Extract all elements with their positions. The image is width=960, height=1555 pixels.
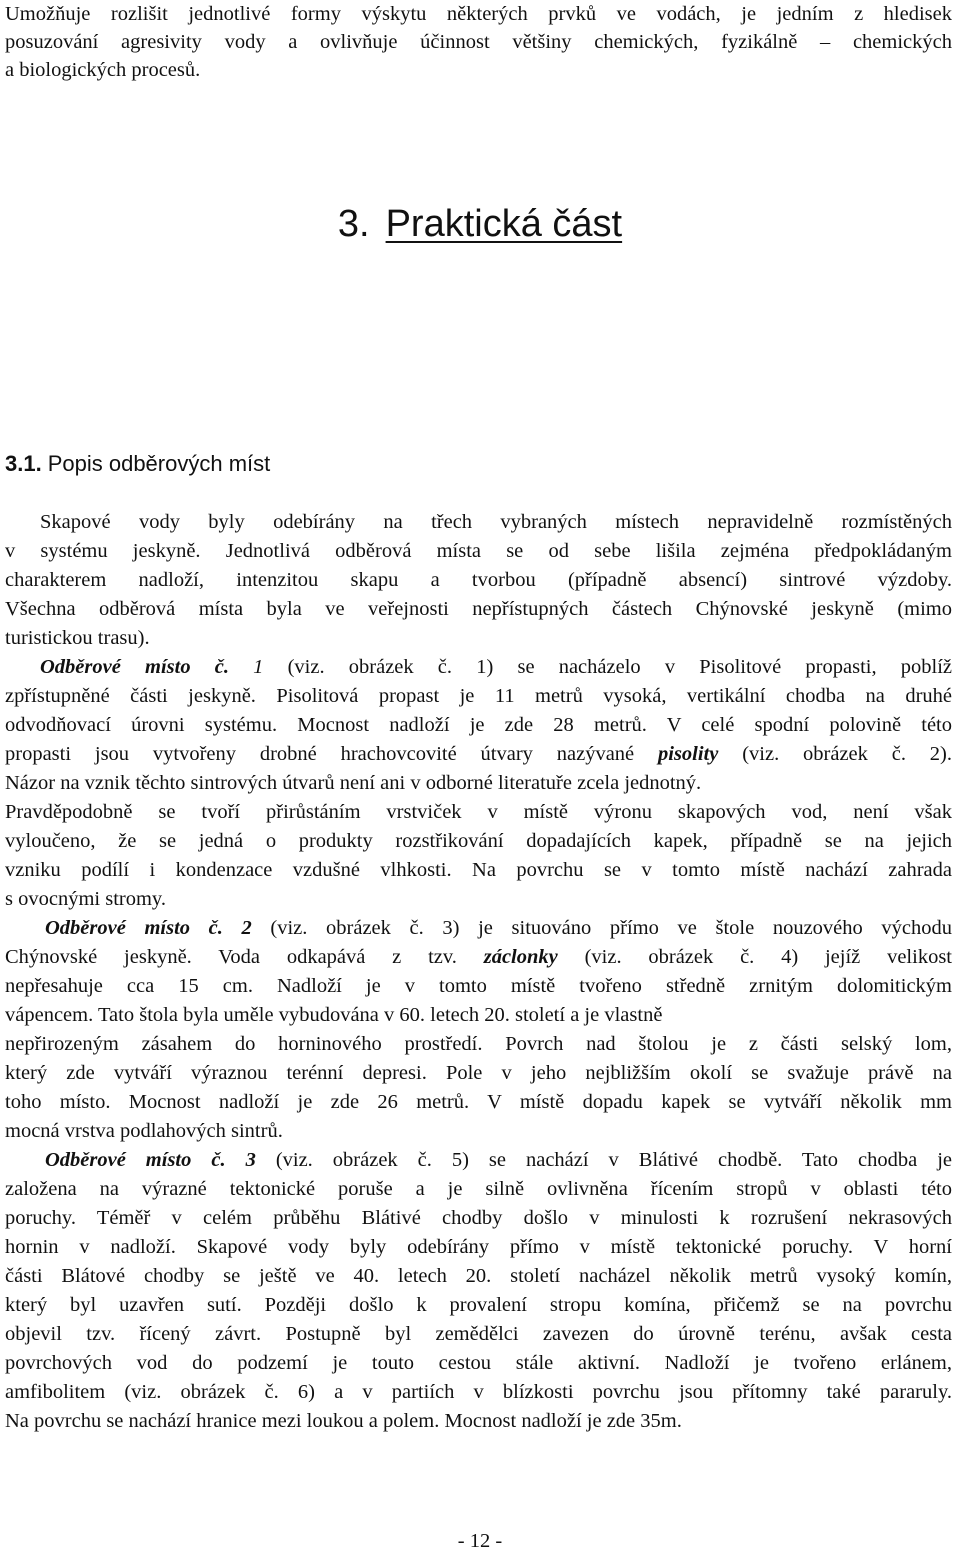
site2-line-2-a: Chýnovské jeskyně. Voda odkapává z tzv. [5, 946, 457, 968]
site1-line-6: Pravděpodobně se tvoří přirůstáním vrstviček v místě výronu skapových vod, není však [5, 801, 952, 823]
site1-line-3: odvodňovací úrovni systému. Mocnost nadloží je zde 28 metrů. V celé spodní polovině této [5, 714, 952, 736]
site2-label: Odběrové místo č. 2 [45, 917, 252, 939]
site3-line-10: Na povrchu se nachází hranice mezi loukou a polem. Mocnost nadloží je zde 35m. [5, 1410, 682, 1432]
term-pisolity: pisolity [658, 743, 719, 765]
site1-line-7: vyloučeno, že se jedná o produkty rozstřikování dopadajících kapek, případně se na jejich [5, 830, 952, 852]
site3-line-3: poruchy. Téměř v celém průběhu Blátivé chodby došlo v minulosti k rozrušení nekrasových [5, 1207, 952, 1229]
site2-line-1 [45, 914, 952, 943]
site2-line-6: který zde vytváří výraznou terénní depresi. Pole v jeho nejbližším okolí se svažuje právě na [5, 1062, 952, 1084]
site3-line-5: části Blátové chodby se ještě ve 40. letech 20. století nacházel několik metrů vysoký komín, [5, 1265, 952, 1287]
site2-line-4: vápencem. Tato štola byla uměle vybudována v 60. letech 20. století a je vlastně [5, 1004, 663, 1026]
section-title: Popis odběrových míst [47, 451, 271, 476]
site1-line-4 [5, 740, 952, 769]
para1-line-1: Skapové vody byly odebírány na třech vybraných místech nepravidelně rozmístěných [40, 511, 952, 533]
para1-line-2: v systému jeskyně. Jednotlivá odběrová místa se od sebe lišila zejména předpokládaným [5, 540, 952, 562]
site3-line-6: který byl uzavřen sutí. Později došlo k provalení stropu komína, přičemž se na povrchu [5, 1294, 952, 1316]
site2-line-1-text: (viz. obrázek č. 3) je situováno přímo ve štole nouzového východu [270, 917, 952, 939]
site3-line-9: amfibolitem (viz. obrázek č. 6) a v partiích v blízkosti povrchu jsou přítomny také pararuly. [5, 1381, 952, 1403]
site1-line-1 [40, 653, 952, 682]
site2-line-7: toho místo. Mocnost nadloží je zde 26 metrů. V místě dopadu kapek se vytváří několik mm [5, 1091, 952, 1113]
section-number: 3.1. [5, 451, 42, 476]
para1-line-4: Všechna odběrová místa byla ve veřejnosti nepřístupných částech Chýnovské jeskyně (mimo [5, 598, 952, 620]
site3-line-1 [45, 1146, 952, 1175]
site1-line-4-a: propasti jsou vytvořeny drobné hrachovcovité útvary nazývané [5, 743, 635, 765]
chapter-heading [0, 198, 960, 250]
site3-label: Odběrové místo č. 3 [45, 1149, 256, 1171]
para1-line-5: turistickou trasu). [5, 627, 150, 649]
site2-line-2-b: (viz. obrázek č. 4) jejíž velikost [584, 946, 952, 968]
site1-label: Odběrové místo č. [40, 656, 229, 678]
chapter-number: 3. [337, 203, 370, 245]
intro-line-1: Umožňuje rozlišit jednotlivé formy výskytu některých prvků ve vodách, je jedním z hledisek [5, 3, 952, 25]
site1-line-4-b: (viz. obrázek č. 2). [742, 743, 953, 765]
site2-line-2 [5, 943, 952, 972]
site3-line-2: založena na výrazné tektonické poruše a je silně ovlivněna řícením stropů v oblasti této [5, 1178, 952, 1200]
site1-line-8: vzniku podílí i kondenzace vzdušné vlhkosti. Na povrchu se v tomto místě nachází zahrada [5, 859, 952, 881]
site3-line-7: objevil tzv. řícený závrt. Postupně byl zemědělci zavezen do úrovně terénu, avšak cesta [5, 1323, 952, 1345]
page-number: - 12 - [457, 1530, 503, 1552]
site1-line-5: Názor na vznik těchto sintrových útvarů není ani v odborné literatuře zcela jednotný. [5, 772, 702, 794]
site2-line-8: mocná vrstva podlahových sintrů. [5, 1120, 283, 1142]
site3-line-1-text: (viz. obrázek č. 5) se nachází v Blátivé chodbě. Tato chodba je [275, 1149, 952, 1171]
site2-line-3: nepřesahuje cca 15 cm. Nadloží je v tomto místě tvořeno středně zrnitým dolomitickým [5, 975, 952, 997]
site1-line-1-text: (viz. obrázek č. 1) se nacházelo v Pisolitové propasti, poblíž [287, 656, 953, 678]
site1-number: 1 [253, 656, 264, 678]
site1-line-2: zpřístupněné části jeskyně. Pisolitová propast je 11 metrů vysoká, vertikální chodba na druhé [5, 685, 952, 707]
term-zaclonky: záclonky [483, 946, 558, 968]
intro-line-2: posuzování agresivity vody a ovlivňuje účinnost většiny chemických, fyzikálně – chemických [5, 31, 952, 53]
site2-line-5: nepřirozeným zásahem do horninového prostředí. Povrch nad štolou je z části selský lom, [5, 1033, 952, 1055]
chapter-title: Praktická část [385, 203, 623, 245]
para1-line-3: charakterem nadloží, intenzitou skapu a tvorbou (případně absencí) sintrové výzdoby. [5, 569, 952, 591]
section-heading [5, 448, 270, 480]
site1-line-9: s ovocnými stromy. [5, 888, 166, 910]
intro-line-3: a biologických procesů. [5, 59, 201, 81]
site3-line-8: povrchových vod do podzemí je touto cestou stále aktivní. Nadloží je tvořeno erlánem, [5, 1352, 952, 1374]
site3-line-4: hornin v nadloží. Skapové vody byly odebírány přímo v místě tektonické poruchy. V horní [5, 1236, 952, 1258]
